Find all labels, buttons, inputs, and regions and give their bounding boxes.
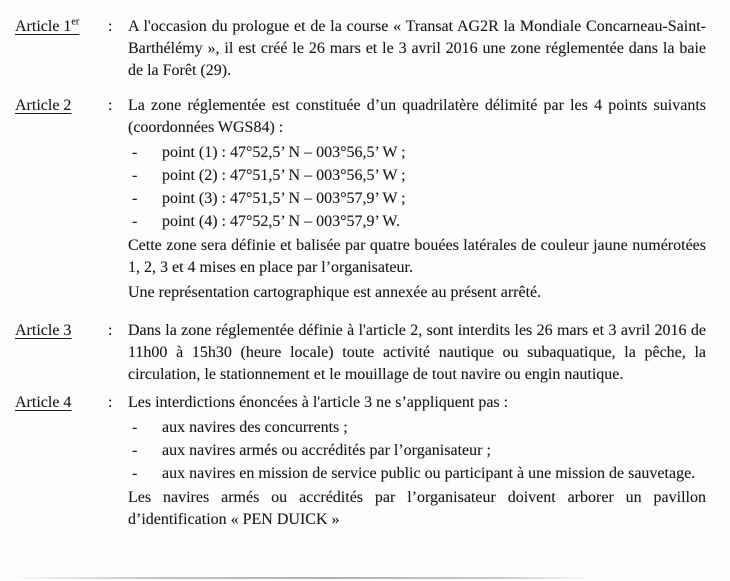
bullet-dash: - <box>132 442 138 459</box>
article-2-colon: : <box>108 97 113 114</box>
article-1-paragraph-1: A l'occasion du prologue et de la course « Transat AG2R la Mondiale Concarneau-Saint-Barthélémy », il est créé le 26 mars et le 3 avril 2016 une zone réglementée dans la baie de la Forêt (29). <box>128 18 706 79</box>
exception-1-text: aux navires des concurrents ; <box>162 419 348 436</box>
point-item-4 <box>128 211 706 233</box>
article-4 <box>15 392 706 531</box>
point-1-text: point (1) : 47°52,5’ N – 003°56,5’ W ; <box>162 144 406 161</box>
article-3-colon: : <box>108 322 113 339</box>
exception-item-3 <box>128 463 706 485</box>
article-2-paragraph-1: La zone réglementée est constituée d’un quadrilatère délimité par les 4 points suivants (coordonnées WGS84) : <box>128 97 706 136</box>
article-1-label-superscript: er <box>71 16 80 28</box>
article-1-heading <box>15 16 108 82</box>
article-2-paragraph-2: Cette zone sera définie et balisée par quatre bouées latérales de couleur jaune numérotées 1, 2, 3 et 4 mises en place par l’organisateur. <box>128 237 706 276</box>
article-3-heading <box>15 320 108 386</box>
point-item-2 <box>128 165 706 187</box>
article-1-label-text: Article 1 <box>15 18 72 35</box>
scan-artifact-line <box>8 577 592 579</box>
article-1-body <box>128 16 706 82</box>
article-4-label: Article 4 <box>15 394 72 411</box>
article-2-heading <box>15 95 108 304</box>
coordinates-list <box>128 142 706 233</box>
bullet-dash: - <box>132 419 138 436</box>
bullet-dash: - <box>132 144 138 161</box>
article-1 <box>15 16 706 82</box>
article-3-paragraph-1: Dans la zone réglementée définie à l'article 2, sont interdits les 26 mars et 3 avril 2016 de 11h00 à 15h30 (heure locale) toute activité nautique ou subaquatique, la pêche, la circulation, le stationnement et le mouillage de tout navire ou engin nautique. <box>128 322 706 383</box>
point-4-text: point (4) : 47°52,5’ N – 003°57,9’ W. <box>162 213 400 230</box>
article-4-heading <box>15 392 108 531</box>
point-item-1 <box>128 142 706 164</box>
point-item-3 <box>128 188 706 210</box>
article-1-label <box>15 18 79 35</box>
article-2-paragraph-3: Une représentation cartographique est annexée au présent arrêté. <box>128 284 542 301</box>
bullet-dash: - <box>132 213 138 230</box>
article-4-colon: : <box>108 394 113 411</box>
article-4-paragraph-1: Les interdictions énoncées à l'article 3 ne s’appliquent pas : <box>128 394 509 411</box>
exceptions-list <box>128 417 706 485</box>
article-4-body <box>128 392 706 531</box>
bullet-dash: - <box>132 167 138 184</box>
exception-item-2 <box>128 440 706 462</box>
exception-2-text: aux navires armés ou accrédités par l’organisateur ; <box>162 442 491 459</box>
article-2-body <box>128 95 706 304</box>
article-3 <box>15 320 706 386</box>
bullet-dash: - <box>132 465 138 482</box>
article-4-paragraph-2: Les navires armés ou accrédités par l’organisateur doivent arborer un pavillon d’identification « PEN DUICK » <box>128 489 706 528</box>
point-3-text: point (3) : 47°51,5’ N – 003°57,9’ W ; <box>162 190 406 207</box>
exception-3-text: aux navires en mission de service public ou participant à une mission de sauvetage. <box>162 465 696 482</box>
article-2 <box>15 95 706 304</box>
article-1-colon: : <box>108 18 113 35</box>
exception-item-1 <box>128 417 706 439</box>
point-2-text: point (2) : 47°51,5’ N – 003°56,5’ W ; <box>162 167 406 184</box>
article-3-label: Article 3 <box>15 322 72 339</box>
bullet-dash: - <box>132 190 138 207</box>
article-3-body <box>128 320 706 386</box>
article-2-label: Article 2 <box>15 97 72 114</box>
